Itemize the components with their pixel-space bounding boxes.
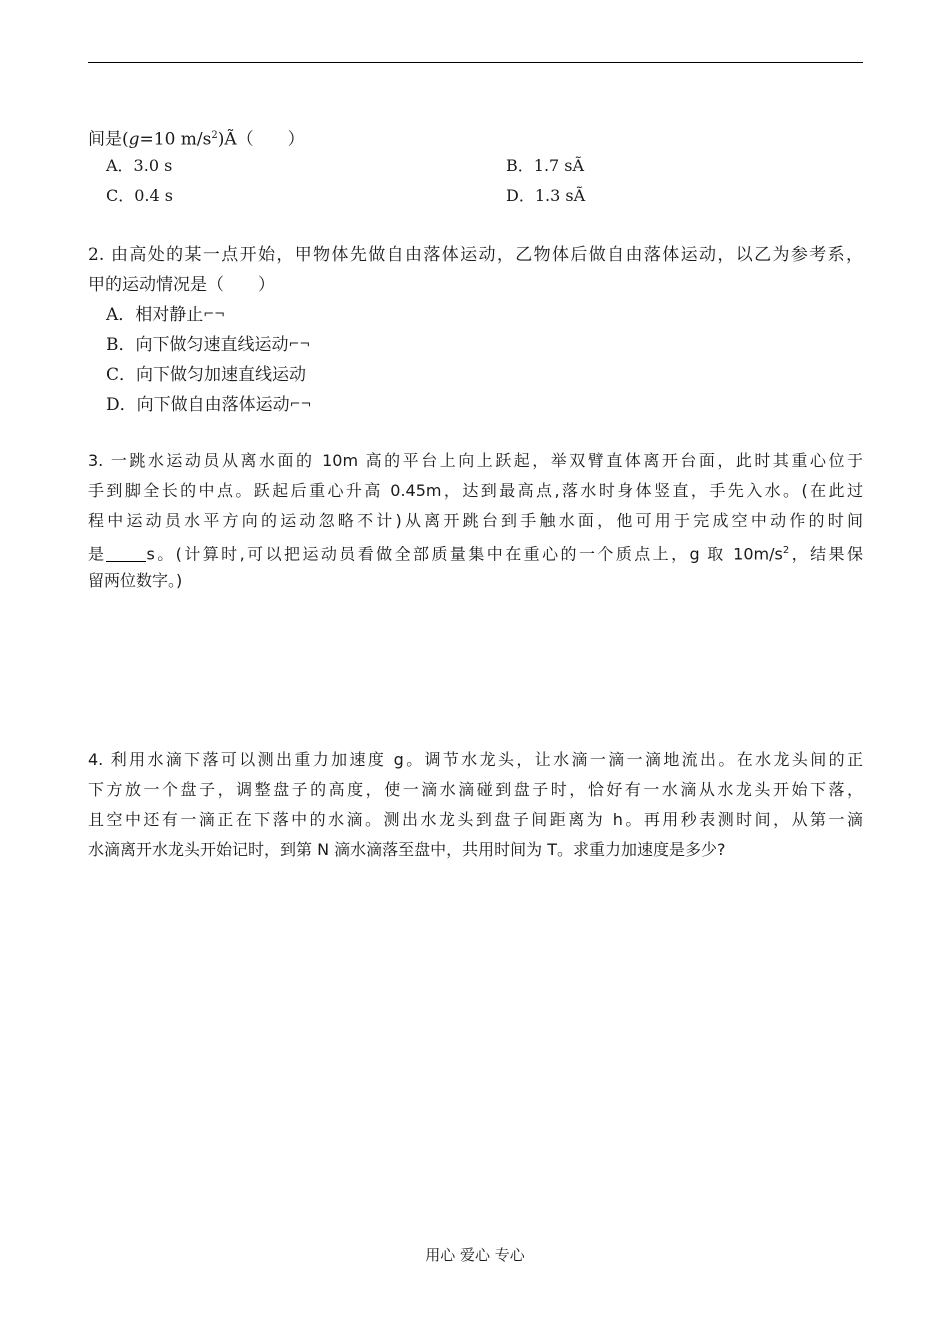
question-3-line-1: 3. 一跳水运动员从离水面的 10m 高的平台上向上跃起，举双臂直体离开台面，此时其重心位于	[88, 451, 863, 470]
option-a: A．3.0 s	[106, 156, 173, 175]
question-3-line-2: 手到脚全长的中点。跃起后重心升高 0.45m，达到最高点,落水时身体竖直，手先入水。(在此过	[88, 481, 863, 500]
question-3-line-3: 程中运动员水平方向的运动忽略不计)从离开跳台到手触水面，他可用于完成空中动作的时间	[88, 511, 863, 530]
question-1-options	[88, 151, 863, 211]
option-a: A．相对静止⌐¬	[106, 305, 226, 325]
option-c: C．向下做匀加速直线运动	[106, 365, 307, 385]
option-b: B．向下做匀速直线运动⌐¬	[106, 335, 311, 355]
layout-mark-icon: ⌐¬	[203, 307, 226, 322]
answer-blank[interactable]	[106, 543, 146, 562]
option-b: B．1.7 sÃ	[506, 156, 585, 175]
header-rule	[88, 62, 863, 63]
question-4	[88, 745, 863, 865]
question-2	[88, 240, 863, 420]
option-d: D．1.3 sÃ	[506, 186, 586, 205]
question-2-line-1: 2. 由高处的某一点开始，甲物体先做自由落体运动，乙物体后做自由落体运动，以乙为参考系，	[88, 245, 863, 265]
layout-mark-icon: ⌐¬	[288, 337, 311, 352]
question-3-line-5: 留两位数字。)	[88, 571, 183, 590]
layout-mark-icon: ⌐¬	[289, 397, 312, 412]
question-2-line-2: 甲的运动情况是（ ）	[88, 275, 275, 295]
question-4-line-1: 4. 利用水滴下落可以测出重力加速度 g。调节水龙头，让水滴一滴一滴地流出。在水龙头间的正	[88, 750, 863, 769]
question-1	[88, 121, 863, 211]
question-1-stem: 间是(g=10 $m/s^2)Ã$（ ）	[88, 129, 305, 150]
option-c: C．0.4 s	[106, 186, 173, 205]
question-4-line-4: 水滴离开水龙头开始记时，到第 N 滴水滴落至盘中，共用时间为 T。求重力加速度是多少?	[88, 840, 726, 859]
question-3	[88, 446, 863, 596]
question-4-line-3: 且空中还有一滴正在下落中的水滴。测出水龙头到盘子间距离为 h。再用秒表测时间，从第一滴	[88, 810, 863, 829]
page-footer: 用心 爱心 专心	[425, 1246, 525, 1264]
question-3-line-4: 是 s。(计算时,可以把运动员看做全部质量集中在重心的一个质点上，g 取 $10m/s^2$，结果保	[88, 544, 863, 564]
option-d: D．向下做自由落体运动⌐¬	[106, 395, 312, 415]
question-4-line-2: 下方放一个盘子，调整盘子的高度，使一滴水滴碰到盘子时，恰好有一水滴从水龙头开始下落，	[88, 780, 863, 799]
